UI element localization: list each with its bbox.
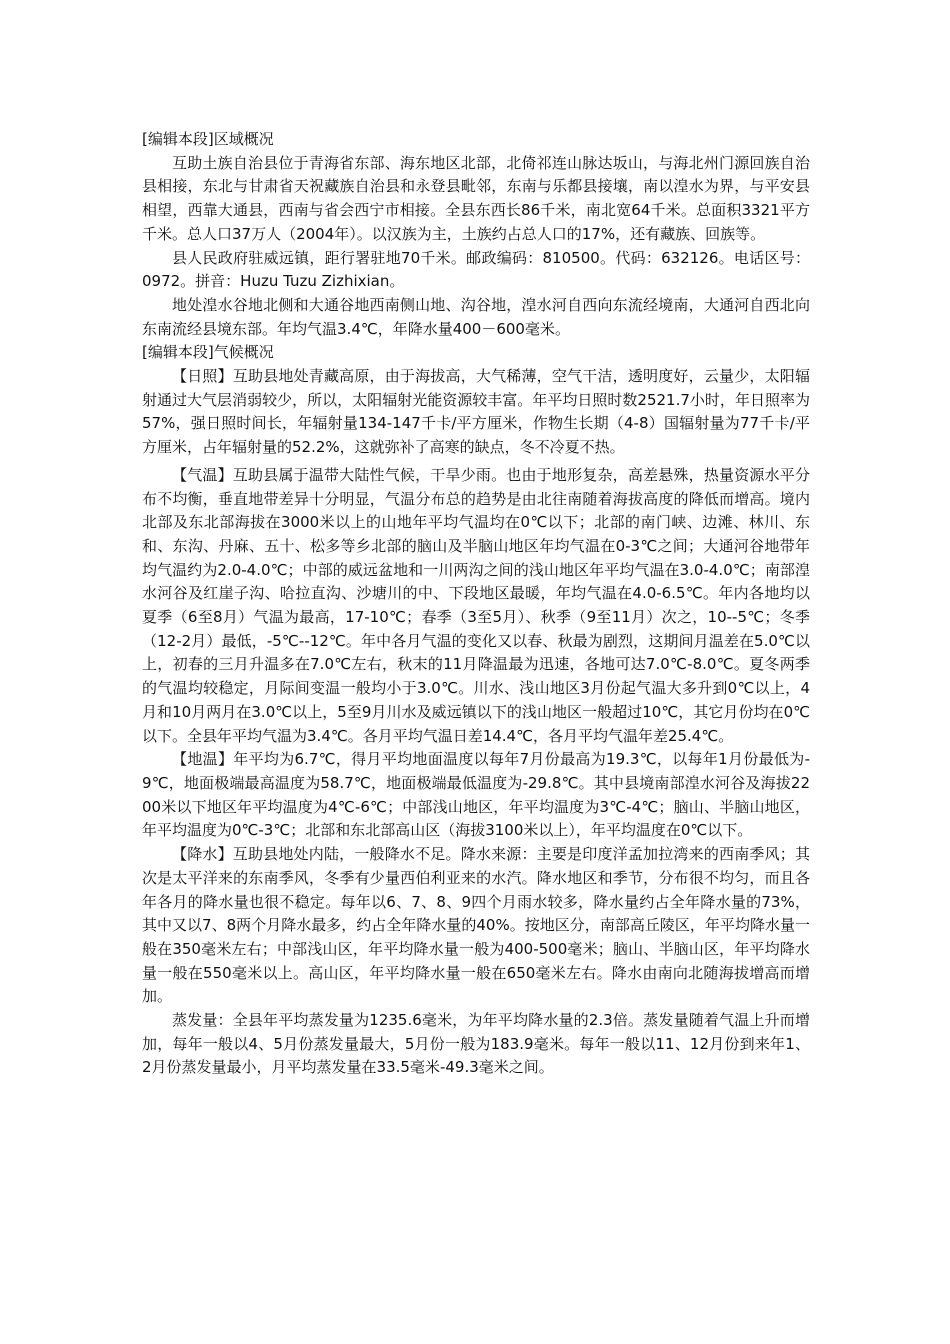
section-heading-region[interactable]: [编辑本段]区域概况: [142, 130, 274, 148]
paragraph-sunshine: 【日照】互助县地处青藏高原，由于海拔高，大气稀薄，空气干洁，透明度好，云量少，太阳辐射通过大气层消弱较少，所以，太阳辐射光能资源较丰富。年平均日照时数2521.7小时，年日照率为57%，强日照时间长，年辐射量134-147千卡/平方厘米，作物生长期（4-8）国辐射量为77千卡/平方厘米，占年辐射量的52.2%，这就弥补了高寒的缺点，冬不冷夏不热。: [142, 367, 810, 457]
paragraph-government: 县人民政府驻威远镇，距行署驻地70千米。邮政编码：810500。代码：632126。电话区号：0972。拼音：Huzu Tuzu Zizhixian。: [142, 248, 810, 291]
paragraph-evaporation: 蒸发量：全县年平均蒸发量为1235.6毫米，为年平均降水量的2.3倍。蒸发量随着气温上升而增加，每年一般以4、5月份蒸发量最大，5月份一般为183.9毫米。每年一般以11、12月份到来年1、2月份蒸发量最小，月平均蒸发量在33.5毫米-49.3毫米之间。: [142, 1011, 810, 1077]
paragraph-terrain: 地处湟水谷地北侧和大通谷地西南侧山地、沟谷地，湟水河自西向东流经境南，大通河自西北向东南流经县境东部。年均气温3.4℃，年降水量400－600毫米。: [142, 295, 810, 338]
paragraph-temperature: 【气温】互助县属于温带大陆性气候，干旱少雨。也由于地形复杂，高差悬殊，热量资源水平分布不均衡，垂直地带差异十分明显，气温分布总的趋势是由北往南随着海拔高度的降低而增高。境内北部及东北部海拔在3000米以上的山地年平均气温均在0℃以下；北部的南门峡、边滩、林川、东和、东沟、丹麻、五十、松多等乡北部的脑山及半脑山地区年均气温在0-3℃之间；大通河谷地带年均气温约为2.0-4.0℃；中部的威远盆地和一川两沟之间的浅山地区年平均气温在3.0-4.0℃；南部湟水河谷及红崖子沟、哈拉直沟、沙塘川的中、下段地区最暖，年均气温在4.0-6.5℃。年内各地均以夏季（6至8月）气温为最高，17-10℃；春季（3至5月）、秋季（9至11月）次之，10--5℃；冬季（12-2月）最低，-5℃--12℃。年中各月气温的变化又以春、秋最为剧烈，这期间月温差在5.0℃以上，初春的三月升温多在7.0℃左右，秋末的11月降温最为迅速，各地可达7.0℃-8.0℃。夏冬两季的气温均较稳定，月际间变温一般均小于3.0℃。川水、浅山地区3月份起气温大多升到0℃以上，4月和10月两月在3.0℃以上，5至9月川水及威远镇以下的浅山地区一般超过10℃，其它月份均在0℃以下。全县年平均气温为3.4℃。各月平均气温日差14.4℃，各月平均气温年差25.4℃。: [142, 465, 810, 745]
paragraph-precipitation: 【降水】互助县地处内陆，一般降水不足。降水来源：主要是印度洋孟加拉湾来的西南季风；其次是太平洋来的东南季风，冬季有少量西伯利亚来的水汽。降水地区和季节，分布很不均匀，而且各年各月的降水量也很不稳定。每年以6、7、8、9四个月雨水较多，降水量约占全年降水量的73%，其中又以7、8两个月降水最多，约占全年降水量的40%。按地区分，南部高丘陵区，年平均降水量一般在350毫米左右；中部浅山区，年平均降水量一般为400-500毫米；脑山、半脑山区，年平均降水量一般在550毫米以上。高山区，年平均降水量一般在650毫米左右。降水由南向北随海拔增高而增加。: [142, 845, 810, 1006]
paragraph-ground-temperature: 【地温】年平均为6.7℃，得月平均地面温度以每年7月份最高为19.3℃，以每年1月份最低为-9℃，地面极端最高温度为58.7℃，地面极端最低温度为-29.8℃。其中县境南部湟水河谷及海拔2200米以下地区年平均温度为4℃-6℃；中部浅山地区，年平均温度为3℃-4℃；脑山、半脑山地区，年平均温度为0℃-3℃；北部和东北部高山区（海拔3100米以上），年平均温度在0℃以下。: [142, 750, 810, 840]
document-body: [142, 128, 810, 1080]
paragraph-location: 互助土族自治县位于青海省东部、海东地区北部，北倚祁连山脉达坂山，与海北州门源回族自治县相接，东北与甘肃省天祝藏族自治县和永登县毗邻，东南与乐都县接壤，南以湟水为界，与平安县相望，西靠大通县，西南与省会西宁市相接。全县东西长86千米，南北宽64千米。总面积3321平方千米。总人口37万人（2004年）。以汉族为主，土族约占总人口的17%，还有藏族、回族等。: [142, 153, 810, 243]
section-heading-climate[interactable]: [编辑本段]气候概况: [142, 343, 274, 362]
